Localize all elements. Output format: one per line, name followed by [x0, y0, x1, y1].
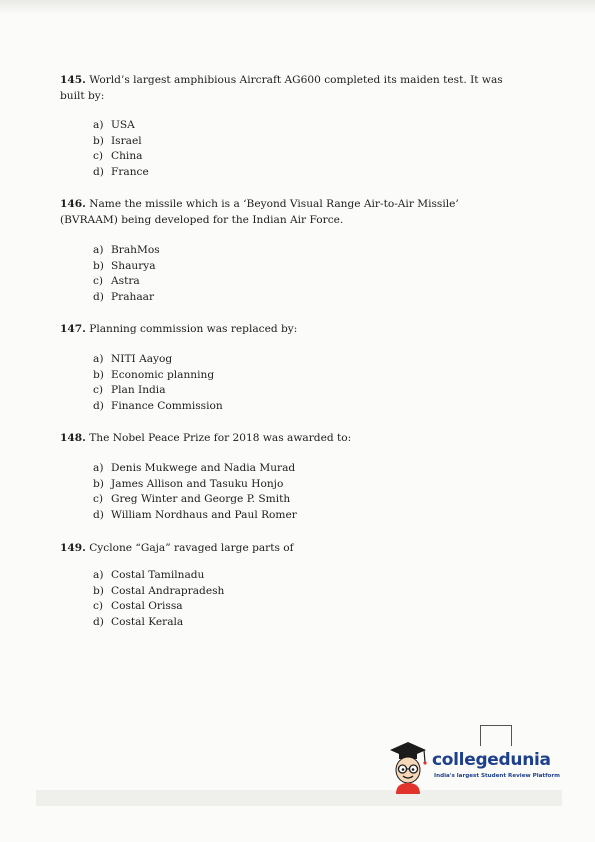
collegedunia-logo: [384, 738, 564, 794]
option-d: [93, 399, 223, 415]
question-147: [60, 321, 510, 337]
option-letter: c): [93, 493, 104, 506]
option-text: USA: [111, 119, 135, 131]
question-text: Cyclone “Gaja” ravaged large parts of: [89, 542, 294, 554]
logo-tagline: India's largest Student Review Platform: [434, 773, 560, 779]
option-text: Prahaar: [111, 290, 155, 303]
question-number: 149.: [60, 542, 86, 554]
option-text: BrahMos: [111, 244, 160, 256]
option-text: NITI Aayog: [111, 353, 173, 365]
option-text: Economic planning: [111, 368, 215, 381]
option-b: [93, 368, 223, 384]
option-c: [93, 274, 160, 290]
option-text: France: [111, 165, 149, 178]
option-text: Costal Kerala: [111, 615, 184, 628]
option-text: Shaurya: [111, 259, 156, 272]
logo-wordmark: collegedunia: [432, 750, 551, 770]
option-c: [93, 149, 149, 165]
options-list-146: [93, 243, 160, 305]
option-a: [93, 352, 223, 368]
question-number: 146.: [60, 198, 86, 210]
question-number: 147.: [60, 323, 86, 335]
option-letter: a): [93, 462, 104, 474]
option-c: [93, 492, 297, 508]
option-text: China: [111, 150, 143, 163]
option-text: Greg Winter and George P. Smith: [111, 493, 291, 506]
option-letter: c): [93, 600, 104, 613]
option-letter: d): [93, 615, 104, 628]
question-text: Planning commission was replaced by:: [89, 323, 298, 335]
option-letter: d): [93, 399, 104, 412]
options-list-145: [93, 118, 149, 180]
option-d: [93, 165, 149, 181]
options-list-149: [93, 568, 224, 630]
question-text: The Nobel Peace Prize for 2018 was awarded to:: [89, 432, 352, 444]
option-b: [93, 134, 149, 150]
option-text: Costal Tamilnadu: [111, 569, 205, 581]
option-letter: d): [93, 290, 104, 303]
option-letter: c): [93, 275, 104, 288]
question-149: [60, 540, 510, 556]
option-c: [93, 383, 223, 399]
question-number: 148.: [60, 432, 86, 444]
page-top-edge: [0, 0, 595, 14]
option-text: Costal Orissa: [111, 600, 183, 613]
option-d: [93, 290, 160, 306]
mascot-icon: [384, 738, 432, 794]
option-c: [93, 599, 224, 615]
options-list-147: [93, 352, 223, 414]
question-text: Name the missile which is a ‘Beyond Visual Range Air-to-Air Missile’ (BVRAAM) being developed for the Indian Air Force.: [60, 198, 459, 226]
option-letter: b): [93, 259, 104, 272]
question-text: World’s largest amphibious Aircraft AG600 completed its maiden test. It was built by:: [60, 74, 503, 102]
option-letter: a): [93, 353, 104, 365]
question-number: 145.: [60, 74, 86, 86]
option-text: Finance Commission: [111, 399, 223, 412]
option-letter: b): [93, 584, 104, 597]
option-text: James Allison and Tasuku Honjo: [111, 477, 284, 490]
question-148: [60, 430, 510, 446]
option-d: [93, 508, 297, 524]
option-letter: c): [93, 150, 104, 163]
option-text: Costal Andrapradesh: [111, 584, 225, 597]
option-b: [93, 259, 160, 275]
option-letter: b): [93, 477, 104, 490]
option-a: [93, 568, 224, 584]
option-letter: c): [93, 384, 104, 397]
option-letter: b): [93, 368, 104, 381]
option-text: Denis Mukwege and Nadia Murad: [111, 462, 296, 474]
option-letter: a): [93, 119, 104, 131]
option-b: [93, 477, 297, 493]
question-146: [60, 196, 510, 228]
option-b: [93, 584, 224, 600]
option-text: Astra: [111, 275, 140, 288]
option-text: Israel: [111, 134, 142, 147]
option-a: [93, 118, 149, 134]
option-text: William Nordhaus and Paul Romer: [111, 508, 297, 521]
option-d: [93, 615, 224, 631]
question-145: [60, 72, 510, 104]
option-a: [93, 461, 297, 477]
option-letter: a): [93, 569, 104, 581]
option-letter: d): [93, 165, 104, 178]
option-letter: a): [93, 244, 104, 256]
option-letter: d): [93, 508, 104, 521]
option-text: Plan India: [111, 384, 166, 397]
options-list-148: [93, 461, 297, 523]
option-a: [93, 243, 160, 259]
option-letter: b): [93, 134, 104, 147]
